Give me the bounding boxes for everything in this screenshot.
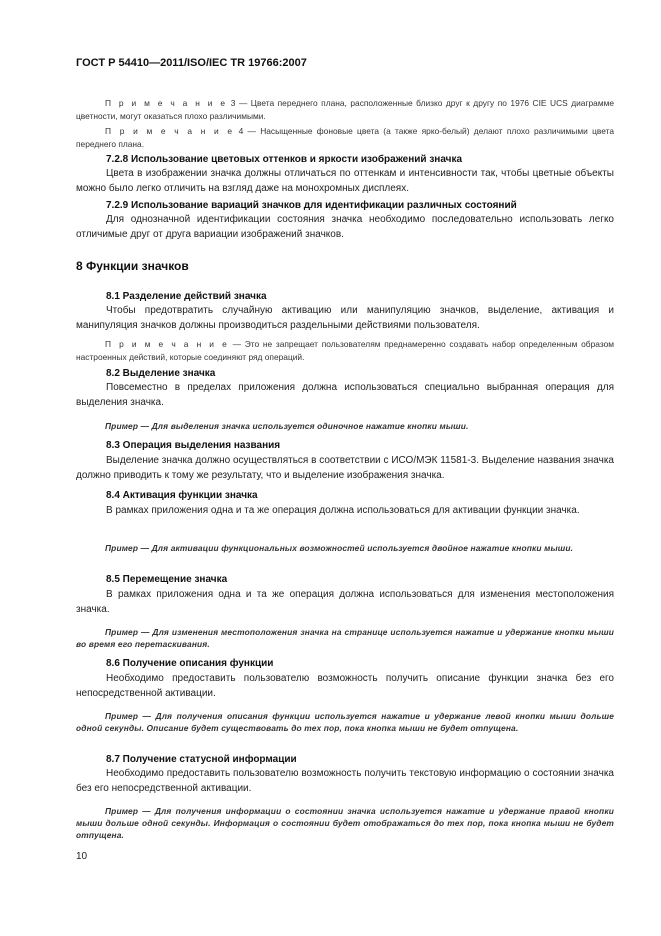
section-8-2-example: Пример — Для выделения значка используется одиночное нажатие кнопки мыши. xyxy=(105,421,469,431)
note-text: 4 — Насыщенные фоновые цвета (а также ярко-белый) делают плохо различимыми цвета переднего плана. xyxy=(76,126,614,149)
section-8-7-title: 8.7 Получение статусной информации xyxy=(106,754,297,765)
note-3 xyxy=(76,97,614,122)
section-7-2-8-text: Цвета в изображении значка должны отличаться по оттенкам и интенсивности так, чтобы цветные объекты можно было легко отличить на взгляд даже на монохромных дисплеях. xyxy=(76,168,614,195)
section-8-7-example: Пример — Для получения информации о состоянии значка используется нажатие и удержание правой кнопки мыши дольше одной секунды. Информация о состоянии будет отображаться до тех пор, пока кнопка мыши не будет отпущена. xyxy=(76,806,614,841)
section-8-2-text: Повсеместно в пределах приложения должна использоваться специально выбранная операция для выделения значка. xyxy=(76,382,614,409)
note-label: П р и м е ч а н и е xyxy=(105,339,229,349)
section-7-2-9-title: 7.2.9 Использование вариаций значков для идентификации различных состояний xyxy=(106,200,517,211)
section-8-3-text: Выделение значка должно осуществляться в соответствии с ИСО/МЭК 11581-3. Выделение названия значка должно приводить к тому же результату, что и выделение изображения значка. xyxy=(76,455,614,482)
section-8-7-text: Необходимо предоставить пользователю возможность получить текстовую информацию о состоянии значка без его непосредственной активации. xyxy=(76,768,614,795)
section-8-2-title: 8.2 Выделение значка xyxy=(106,368,216,379)
document-header: ГОСТ Р 54410—2011/ISO/IEC TR 19766:2007 xyxy=(76,57,307,69)
section-8-1-text: Чтобы предотвратить случайную активацию или манипуляцию значков, выделение, активация и манипуляция значков должны производиться раздельными действиями пользователя. xyxy=(76,305,614,332)
note-text: — Это не запрещает пользователям преднамеренно создавать набор определенным образом настроенных действий, которые соединяют ряд операций. xyxy=(76,339,614,362)
section-7-2-9-text: Для однозначной идентификации состояния значка необходимо последовательно использовать легко отличимые друг от друга вариации изображений значков. xyxy=(76,214,614,241)
section-7-2-8-title: 7.2.8 Использование цветовых оттенков и яркости изображений значка xyxy=(106,154,463,165)
section-8-3-title: 8.3 Операция выделения названия xyxy=(106,440,281,451)
section-8-1-title: 8.1 Разделение действий значка xyxy=(106,291,267,302)
section-8-6-title: 8.6 Получение описания функции xyxy=(106,658,274,669)
section-8-4-example: Пример — Для активации функциональных возможностей используется двойное нажатие кнопки мыши. xyxy=(105,543,574,553)
section-8-4-title: 8.4 Активация функции значка xyxy=(106,490,258,501)
note-4 xyxy=(76,125,614,150)
note-label: П р и м е ч а н и е xyxy=(105,126,235,136)
note-label: П р и м е ч а н и е xyxy=(105,98,228,108)
section-8-title: 8 Функции значков xyxy=(76,259,189,273)
section-8-5-example: Пример — Для изменения местоположения значка на странице используется нажатие и удержание кнопки мыши во время его перетаскивания. xyxy=(76,627,614,650)
section-8-6-example: Пример — Для получения описания функции используется нажатие и удержание левой кнопки мыши дольше одной секунды. Описание будет существовать до тех пор, пока кнопка мыши не будет отпущена. xyxy=(76,711,614,734)
section-8-5-title: 8.5 Перемещение значка xyxy=(106,574,228,585)
section-8-1-note xyxy=(76,338,614,363)
section-8-5-text: В рамках приложения одна и та же операция должна использоваться для изменения местоположения значка. xyxy=(76,589,614,616)
page-number: 10 xyxy=(76,851,88,862)
section-8-4-text: В рамках приложения одна и та же операция должна использоваться для активации функции значка. xyxy=(106,505,580,516)
section-8-6-text: Необходимо предоставить пользователю возможность получить описание функции значка без его непосредственной активации. xyxy=(76,673,614,700)
note-text: 3 — Цвета переднего плана, расположенные близко друг к другу по 1976 CIE UCS диаграмме цветности, могут оказаться плохо различимыми. xyxy=(76,98,615,121)
